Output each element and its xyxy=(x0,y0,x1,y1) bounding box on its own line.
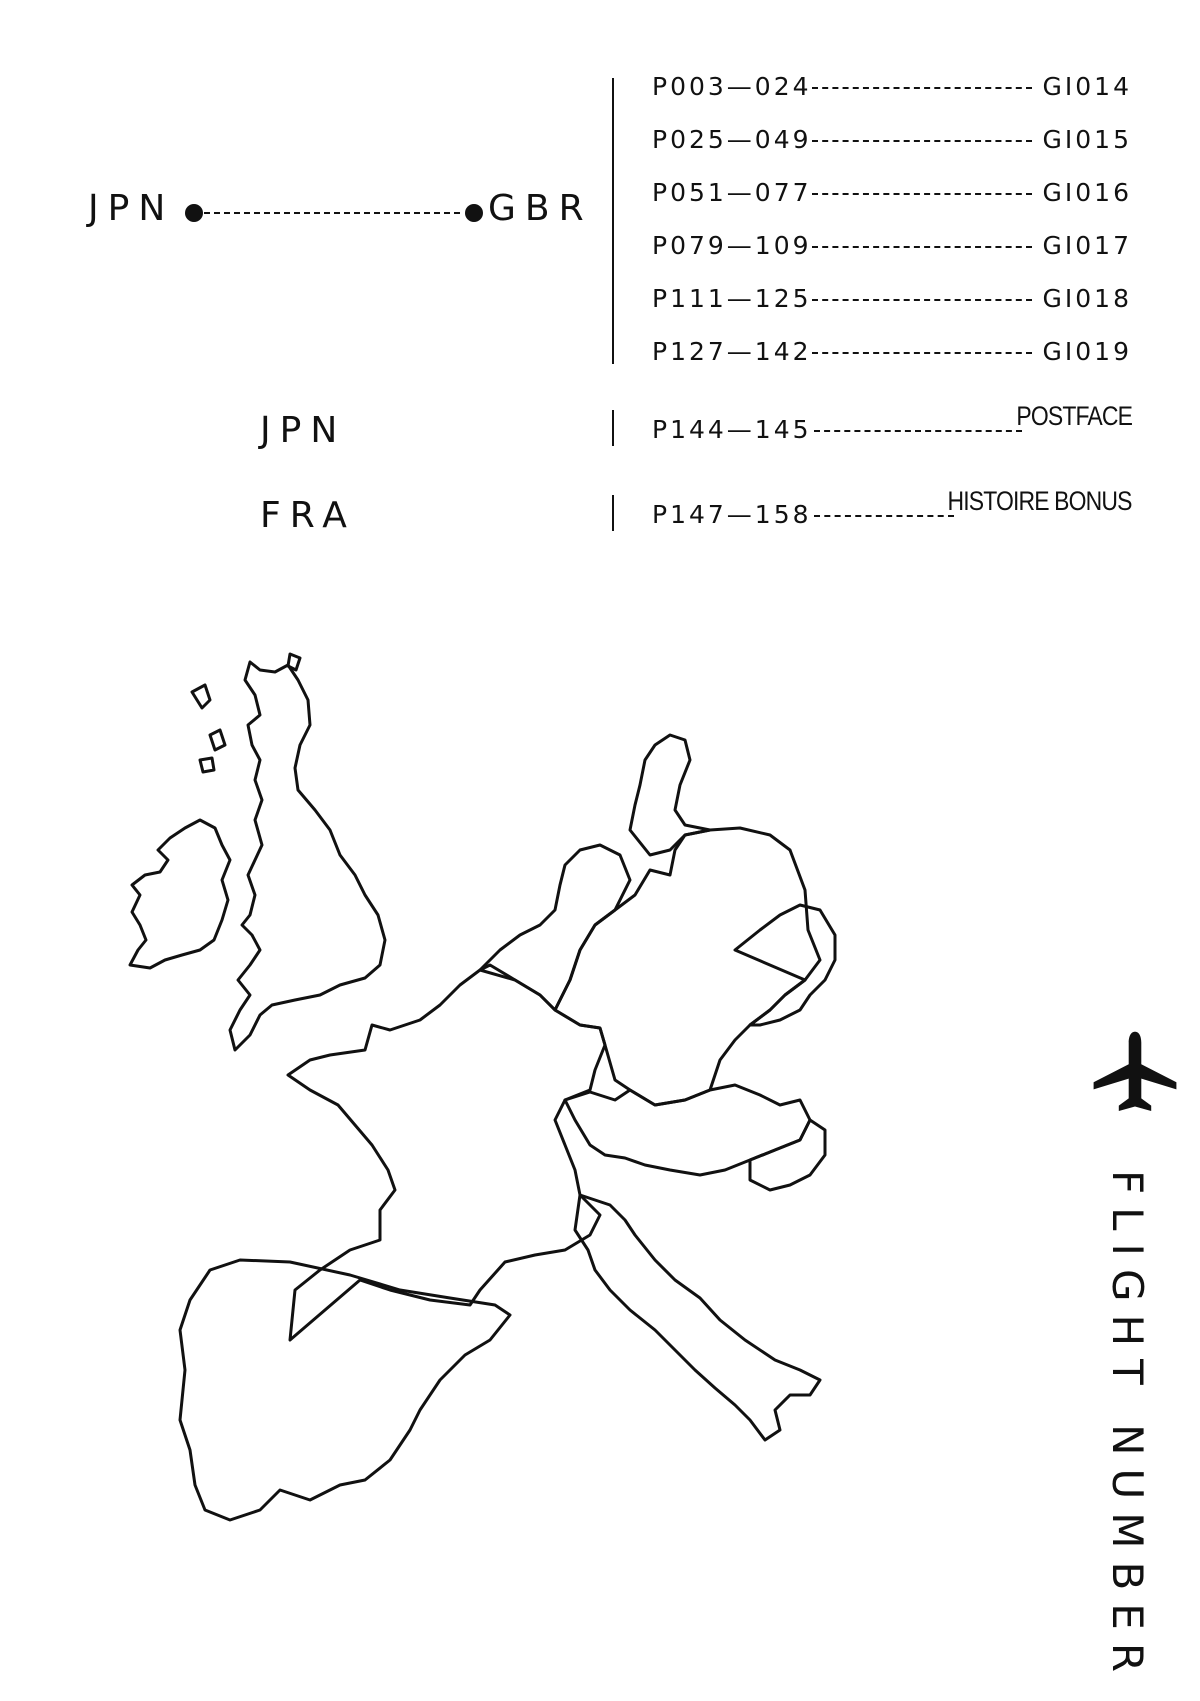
toc-code: GI015 xyxy=(1042,125,1132,154)
toc-pages: P079—109 xyxy=(652,231,812,260)
toc-leader xyxy=(812,87,1032,89)
route-header xyxy=(88,188,593,238)
europe-map-illustration xyxy=(110,650,980,1630)
map-spain-portugal xyxy=(180,1260,510,1520)
toc-code: GI014 xyxy=(1042,72,1132,101)
toc-leader xyxy=(812,193,1032,195)
toc-code: GI018 xyxy=(1042,284,1132,313)
toc-leader xyxy=(812,352,1032,354)
toc-note-postface: POSTFACE xyxy=(1016,401,1132,431)
map-denmark xyxy=(630,735,710,855)
map-germany xyxy=(555,828,820,1105)
toc-leader xyxy=(814,515,954,517)
toc-code: GI019 xyxy=(1042,337,1132,366)
toc-note-bonus: HISTOIRE BONUS xyxy=(947,486,1132,516)
toc-pages: P111—125 xyxy=(652,284,812,313)
route-destination: GBR xyxy=(488,188,593,229)
toc-row xyxy=(652,125,1132,157)
map-france xyxy=(288,965,605,1340)
toc-pages: P144—145 xyxy=(652,415,812,444)
toc-divider-bonus xyxy=(612,495,614,531)
extra-country-jpn: JPN xyxy=(260,410,347,451)
toc-row xyxy=(652,72,1132,104)
map-great-britain xyxy=(230,662,385,1050)
toc-row xyxy=(652,231,1132,263)
toc-row xyxy=(652,178,1132,210)
route-line xyxy=(184,200,484,226)
toc-divider-postface xyxy=(612,410,614,446)
airplane-icon xyxy=(1090,1030,1180,1120)
toc-leader xyxy=(812,140,1032,142)
route-origin: JPN xyxy=(88,188,175,229)
toc-pages: P147—158 xyxy=(652,500,812,529)
map-italy xyxy=(575,1195,820,1440)
toc-leader xyxy=(812,299,1032,301)
toc-code: GI016 xyxy=(1042,178,1132,207)
toc-divider-main xyxy=(612,78,614,364)
extra-country-fra: FRA xyxy=(260,495,356,536)
toc-row-bonus xyxy=(652,486,1132,532)
toc-row-postface xyxy=(652,401,1132,447)
vertical-title: FLIGHT NUMBER xyxy=(1103,1170,1152,1686)
toc-code: GI017 xyxy=(1042,231,1132,260)
map-czech-poland xyxy=(735,905,835,1025)
map-benelux xyxy=(480,845,630,1010)
toc-leader xyxy=(812,246,1032,248)
toc-leader xyxy=(814,430,1022,432)
toc-pages: P003—024 xyxy=(652,72,812,101)
toc-pages: P051—077 xyxy=(652,178,812,207)
toc-row xyxy=(652,284,1132,316)
map-balkans xyxy=(750,1120,825,1190)
toc-pages: P025—049 xyxy=(652,125,812,154)
toc-row xyxy=(652,337,1132,369)
toc-pages: P127—142 xyxy=(652,337,812,366)
map-ireland xyxy=(130,820,230,968)
